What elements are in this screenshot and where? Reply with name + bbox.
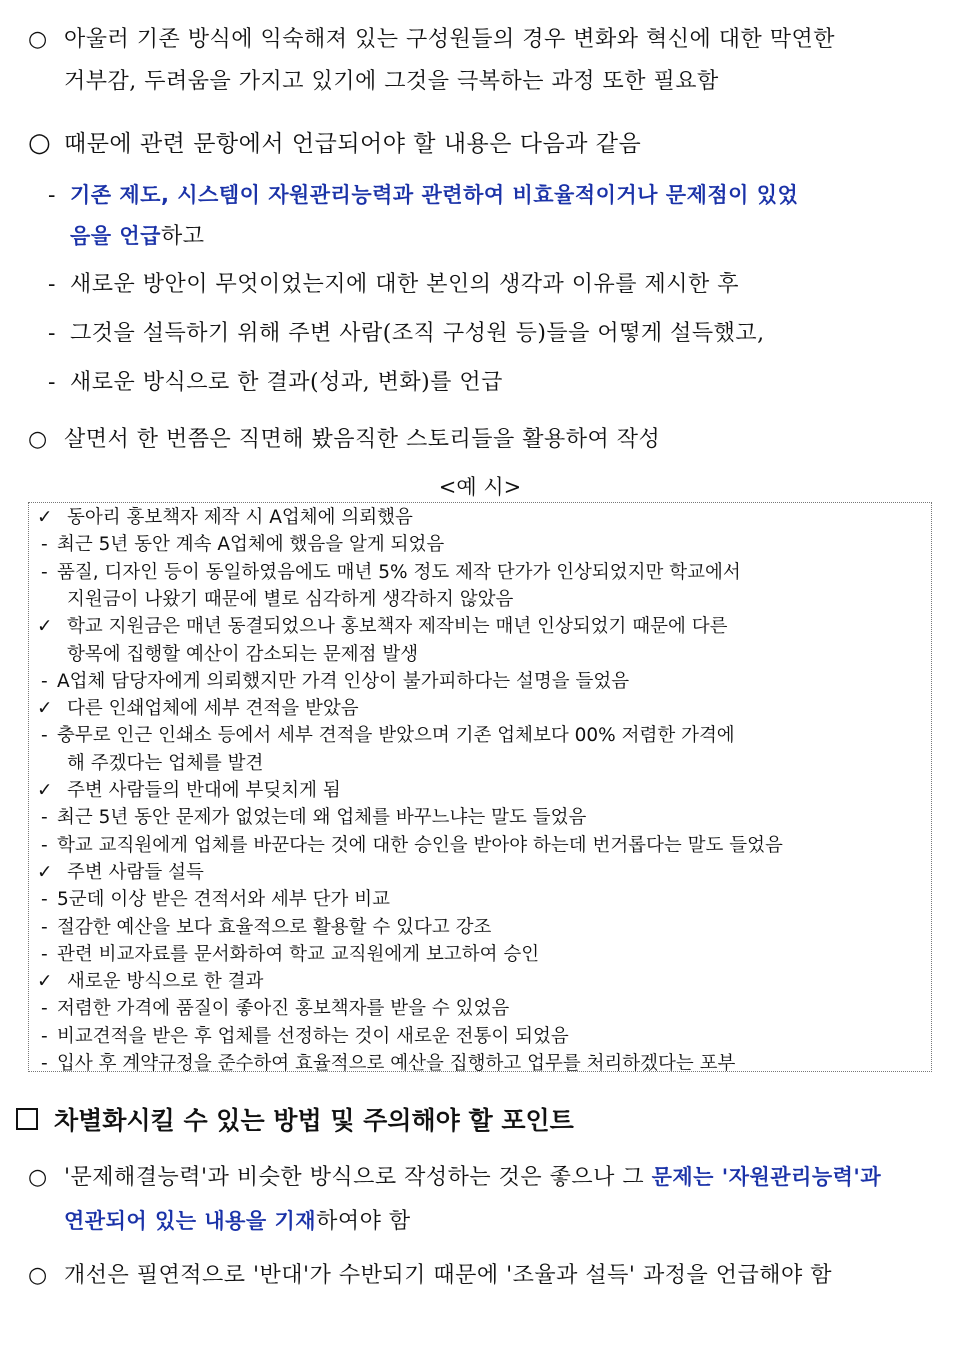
dash-bullet: - — [48, 370, 56, 395]
dash-bullet: - — [41, 998, 48, 1020]
intro-dash-4: - 새로운 방식으로 한 결과(성과, 변화)를 언급 — [48, 368, 503, 398]
example-dash-item: - 최근 5년 동안 문제가 없었는데 왜 업체를 바꾸느냐는 말도 들었음 — [41, 807, 587, 829]
dash-bullet: - — [41, 943, 48, 965]
dash-bullet: - — [48, 183, 56, 208]
circle-bullet-icon: ○ — [28, 128, 52, 158]
example-dash-item: - 관련 비교자료를 문서화하여 학교 교직원에게 보고하여 승인 — [41, 943, 540, 965]
example-continuation: 해 주겠다는 업체를 발견 — [67, 752, 264, 774]
example-check-item: ✓ 새로운 방식으로 한 결과 — [37, 971, 264, 993]
intro-dash-1 — [48, 180, 798, 211]
dash-bullet: - — [41, 916, 48, 938]
example-continuation: 항목에 집행할 예산이 감소되는 문제점 발생 — [67, 643, 419, 665]
highlight-text: 음을 언급 — [70, 224, 161, 248]
square-bullet-icon — [16, 1108, 38, 1130]
intro-bullet-2: ○ 때문에 관련 문항에서 언급되어야 할 내용은 다음과 같음 — [28, 128, 642, 158]
dash-bullet: - — [41, 1053, 48, 1074]
checkmark-icon: ✓ — [37, 861, 53, 883]
dash-bullet: - — [41, 807, 48, 829]
example-dash-item: - A업체 담당자에게 의뢰했지만 가격 인상이 불가피하다는 설명을 들었음 — [41, 670, 630, 692]
dash-bullet: - — [41, 534, 48, 556]
checkmark-icon: ✓ — [37, 616, 53, 638]
dash-bullet: - — [41, 1025, 48, 1047]
section-heading: 차별화시킬 수 있는 방법 및 주의해야 할 포인트 — [16, 1104, 574, 1138]
highlight-text: 문제는 '자원관리능력'과 — [651, 1165, 882, 1189]
example-dash-item: - 입사 후 계약규정을 준수하여 효율적으로 예산을 집행하고 업무를 처리하겠다는 포부 — [41, 1053, 736, 1074]
example-continuation: 지원금이 나왔기 때문에 별로 심각하게 생각하지 않았음 — [67, 588, 514, 610]
example-check-item: ✓ 주변 사람들 설득 — [37, 861, 204, 883]
highlight-text: 연관되어 있는 내용을 기재 — [64, 1209, 317, 1233]
example-dash-item: - 비교견적을 받은 후 업체를 선정하는 것이 새로운 전통이 되었음 — [41, 1025, 569, 1047]
intro-dash-3: - 그것을 설득하기 위해 주변 사람(조직 구성원 등)들을 어떻게 설득했고, — [48, 319, 765, 349]
example-dash-item: - 최근 5년 동안 계속 A업체에 했음을 알게 되었음 — [41, 534, 445, 556]
example-dash-item: - 품질, 디자인 등이 동일하였음에도 매년 5% 정도 제작 단가가 인상되었지만 학교에서 — [41, 561, 741, 583]
circle-bullet-icon: ○ — [28, 427, 48, 452]
dash-bullet: - — [41, 725, 48, 747]
example-check-item: ✓ 다른 인쇄업체에 세부 견적을 받았음 — [37, 698, 359, 720]
intro-dash-1-cont: 음을 언급하고 — [70, 224, 205, 249]
example-dash-item: - 저렴한 가격에 품질이 좋아진 홍보책자를 받을 수 있었음 — [41, 998, 510, 1020]
circle-bullet-icon: ○ — [28, 1165, 48, 1190]
example-check-item: ✓ 주변 사람들의 반대에 부딪치게 됨 — [37, 780, 341, 801]
circle-bullet-icon: ○ — [28, 27, 48, 52]
intro-dash-2: - 새로운 방안이 무엇이었는지에 대한 본인의 생각과 이유를 제시한 후 — [48, 270, 739, 300]
dash-bullet: - — [41, 834, 48, 856]
intro-bullet-1-cont: 거부감, 두려움을 가지고 있기에 그것을 극복하는 과정 또한 필요함 — [64, 69, 719, 94]
checkmark-icon: ✓ — [37, 971, 53, 993]
example-dash-item: - 학교 교직원에게 업체를 바꾼다는 것에 대한 승인을 받아야 하는데 번거롭다는 말도 들었음 — [41, 834, 783, 856]
example-dash-item: - 5군데 이상 받은 견적서와 세부 단가 비교 — [41, 889, 390, 911]
checkmark-icon: ✓ — [37, 698, 53, 720]
checkmark-icon: ✓ — [37, 780, 53, 801]
example-dash-item: - 절감한 예산을 보다 효율적으로 활용할 수 있다고 강조 — [41, 916, 492, 938]
dash-bullet: - — [41, 670, 48, 692]
section2-bullet-1: ○ '문제해결능력'과 비슷한 방식으로 작성하는 것은 좋으나 그 문제는 '자원관리능력'과 — [28, 1162, 881, 1193]
dash-bullet: - — [41, 889, 48, 911]
example-check-item: ✓ 동아리 홍보책자 제작 시 A업체에 의뢰했음 — [37, 507, 413, 528]
dash-bullet: - — [48, 321, 56, 346]
circle-bullet-icon: ○ — [28, 1263, 48, 1288]
example-box — [28, 502, 932, 1072]
section2-bullet-1-cont: 연관되어 있는 내용을 기재하여야 함 — [64, 1209, 411, 1234]
example-dash-item: - 충무로 인근 인쇄소 등에서 세부 견적을 받았으며 기존 업체보다 00% 저렴한 가격에 — [41, 725, 735, 747]
example-check-item: ✓ 학교 지원금은 매년 동결되었으나 홍보책자 제작비는 매년 인상되었기 때문에 다른 — [37, 616, 728, 638]
checkmark-icon: ✓ — [37, 507, 53, 528]
dash-bullet: - — [41, 561, 48, 583]
section2-bullet-2: ○ 개선은 필연적으로 '반대'가 수반되기 때문에 '조율과 설득' 과정을 언급해야 함 — [28, 1261, 832, 1291]
dash-bullet: - — [48, 272, 56, 297]
highlight-text: 기존 제도, 시스템이 자원관리능력과 관련하여 비효율적이거나 문제점이 있었 — [70, 183, 799, 207]
example-title: <예 시> — [438, 475, 522, 499]
intro-bullet-3: ○ 살면서 한 번쯤은 직면해 봤음직한 스토리들을 활용하여 작성 — [28, 425, 660, 455]
intro-bullet-1: ○ 아울러 기존 방식에 익숙해져 있는 구성원들의 경우 변화와 혁신에 대한 막연한 — [28, 25, 835, 55]
